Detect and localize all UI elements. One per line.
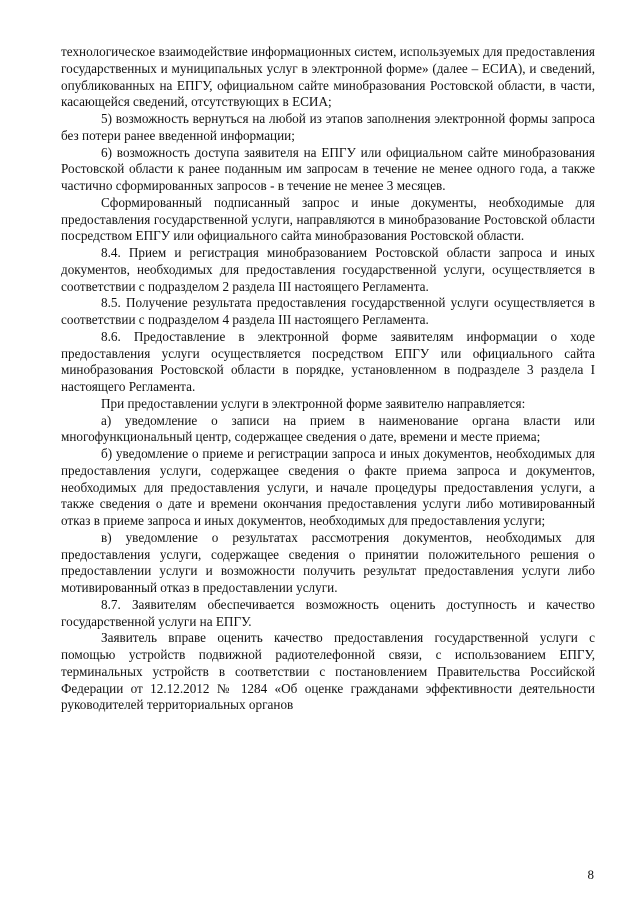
paragraph-8-6: 8.6. Предоставление в электронной форме заявителям информации о ходе предоставления услуги осуществляется посредством ЕПГУ или официального сайта минобразования Ростовской области в порядке, установленном в подразделе 3 раздела I настоящего Регламента.	[61, 328, 595, 394]
page-number: 8	[587, 867, 594, 882]
paragraph-item-5: 5) возможность вернуться на любой из этапов заполнения электронной формы запроса без потери ранее введенной информации;	[61, 111, 595, 143]
paragraph-item-a: а) уведомление о записи на прием в наименование органа власти или многофункциональный центр, содержащее сведения о дате, времени и месте приема;	[61, 412, 595, 445]
document-page	[61, 44, 595, 714]
paragraph-8-4: 8.4. Прием и регистрация минобразованием Ростовской области запроса и иных документов, необходимых для предоставления государственной услуги, осуществляется в соответствии с подразделом 2 раздела III настоящего Регламента.	[61, 245, 595, 294]
paragraph-item-b: б) уведомление о приеме и регистрации запроса и иных документов, необходимых для предоставления услуги, содержащее сведения о факте приема запроса и документов, необходимых для предоставления услуги, и начале процедуры предоставления услуги, а также сведения о дате и времени окончания предоставления услуги либо мотивированный отказ в приеме запроса и иных документов, необходимых для предоставления услуги;	[61, 446, 595, 528]
paragraph-item-6: 6) возможность доступа заявителя на ЕПГУ или официальном сайте минобразования Ростовской области к ранее поданным им запросам в течение не менее одного года, а также частично сформированных запросов - в течение не менее 3 месяцев.	[61, 144, 595, 193]
paragraph-quality-assessment: Заявитель вправе оценить качество предоставления государственной услуги с помощью устройств подвижной радиотелефонной связи, с использованием ЕПГУ, терминальных устройств в соответствии с постановлением Правительства Российской Федерации от 12.12.2012 № 1284 «Об оценке гражданами эффективности деятельности руководителей территориальных органов	[61, 630, 595, 713]
paragraph-8-7: 8.7. Заявителям обеспечивается возможность оценить доступность и качество государственной услуги на ЕПГУ.	[61, 596, 595, 629]
paragraph-notifications-intro: При предоставлении услуги в электронной форме заявителю направляется:	[101, 395, 526, 411]
paragraph-8-5: 8.5. Получение результата предоставления государственной услуги осуществляется в соответствии с подразделом 4 раздела III настоящего Регламента.	[61, 295, 595, 327]
paragraph-esia-continuation: технологическое взаимодействие информационных систем, используемых для предоставления государственных и муниципальных услуг в электронной форме» (далее – ЕСИА), и сведений, опубликованных на ЕПГУ, официальном сайте минобразования Ростовской области, в части, касающейся сведений, отсутствующих в ЕСИА;	[61, 44, 595, 110]
paragraph-signed-request: Сформированный подписанный запрос и иные документы, необходимые для предоставления государственной услуги, направляются в минобразование Ростовской области посредством ЕПГУ или официального сайта минобразования Ростовской области.	[61, 194, 595, 244]
paragraph-item-v: в) уведомление о результатах рассмотрения документов, необходимых для предоставления услуги, содержащее сведения о принятии положительного решения о предоставлении услуги и возможности получить результат предоставления услуги либо мотивированный отказ в предоставлении услуги.	[61, 529, 595, 595]
